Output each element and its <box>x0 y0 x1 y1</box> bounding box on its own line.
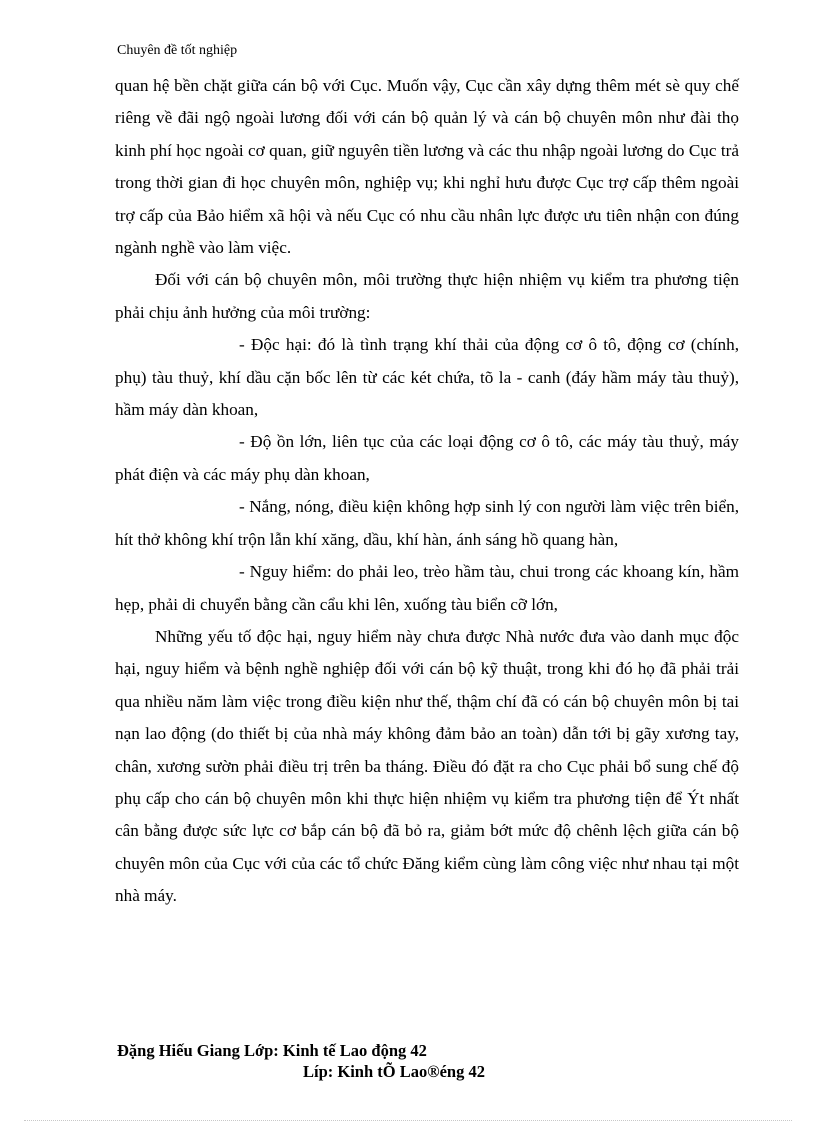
document-body <box>115 70 739 913</box>
page-footer <box>117 1040 485 1082</box>
footer-author-line: Đặng Hiếu Giang Lớp: Kinh tế Lao động 42 <box>117 1041 427 1060</box>
bullet-heat: - Nắng, nóng, điều kiện không hợp sinh lý con người làm việc trên biển, hít thở không khí trộn lẫn khí xăng, dầu, khí hàn, ánh sáng hồ quang hàn, <box>115 497 739 549</box>
bullet-danger: - Nguy hiểm: do phải leo, trèo hầm tàu, chui trong các khoang kín, hầm hẹp, phải di chuyển bằng cần cẩu khi lên, xuống tàu biển cỡ lớn, <box>115 562 739 614</box>
page-bottom-divider <box>24 1120 792 1121</box>
paragraph-environment-intro: Đối với cán bộ chuyên môn, môi trường thực hiện nhiệm vụ kiểm tra phương tiện phải chịu ảnh hưởng của môi trường: <box>115 270 739 322</box>
paragraph-continuation: quan hệ bền chặt giữa cán bộ với Cục. Muốn vậy, Cục cần xây dựng thêm mét sè quy chế riêng về đãi ngộ ngoài lương đối với cán bộ quản lý và cán bộ chuyên môn như đài thọ kinh phí học ngoài cơ quan, giữ nguyên tiền lương và các thu nhập ngoài lương do Cục trả trong thời gian đi học chuyên môn, nghiệp vụ; khi nghỉ hưu được Cục trợ cấp thêm ngoài trợ cấp của Bảo hiểm xã hội và nếu Cục có nhu cầu nhân lực được ưu tiên nhận con đúng ngành nghề vào làm việc. <box>115 76 739 258</box>
bullet-noise: - Độ ồn lớn, liên tục của các loại động cơ ô tô, các máy tàu thuỷ, máy phát điện và các máy phụ dàn khoan, <box>115 432 739 484</box>
paragraph-conclusion: Những yếu tố độc hại, nguy hiểm này chưa được Nhà nước đưa vào danh mục độc hại, nguy hiểm và bệnh nghề nghiệp đối với cán bộ kỹ thuật, trong khi đó họ đã phải trải qua nhiều năm làm việc trong điều kiện như thế, thậm chí đã có cán bộ chuyên môn bị tai nạn lao động (do thiết bị của nhà máy không đảm bảo an toàn) dẫn tới bị gãy xương tay, chân, xương sườn phải điều trị trên ba tháng. Điều đó đặt ra cho Cục phải bổ sung chế độ phụ cấp cho cán bộ chuyên môn khi thực hiện nhiệm vụ kiểm tra phương tiện để Ýt nhất cân bằng được sức lực cơ bắp cán bộ đã bỏ ra, giảm bớt mức độ chênh lệch giữa cán bộ chuyên môn của Cục với của các tổ chức Đăng kiểm cùng làm công việc như nhau tại một nhà máy. <box>115 626 739 906</box>
bullet-toxic: - Độc hại: đó là tình trạng khí thải của động cơ ô tô, động cơ (chính, phụ) tàu thuỷ, khí dầu cặn bốc lên từ các két chứa, tõ la - canh (đáy hầm máy tàu thuỷ), hầm máy dàn khoan, <box>115 335 739 420</box>
running-header: Chuyên đề tốt nghiệp <box>117 43 238 58</box>
footer-class-line: Líp: Kinh tÕ Lao®éng 42 <box>303 1062 485 1081</box>
